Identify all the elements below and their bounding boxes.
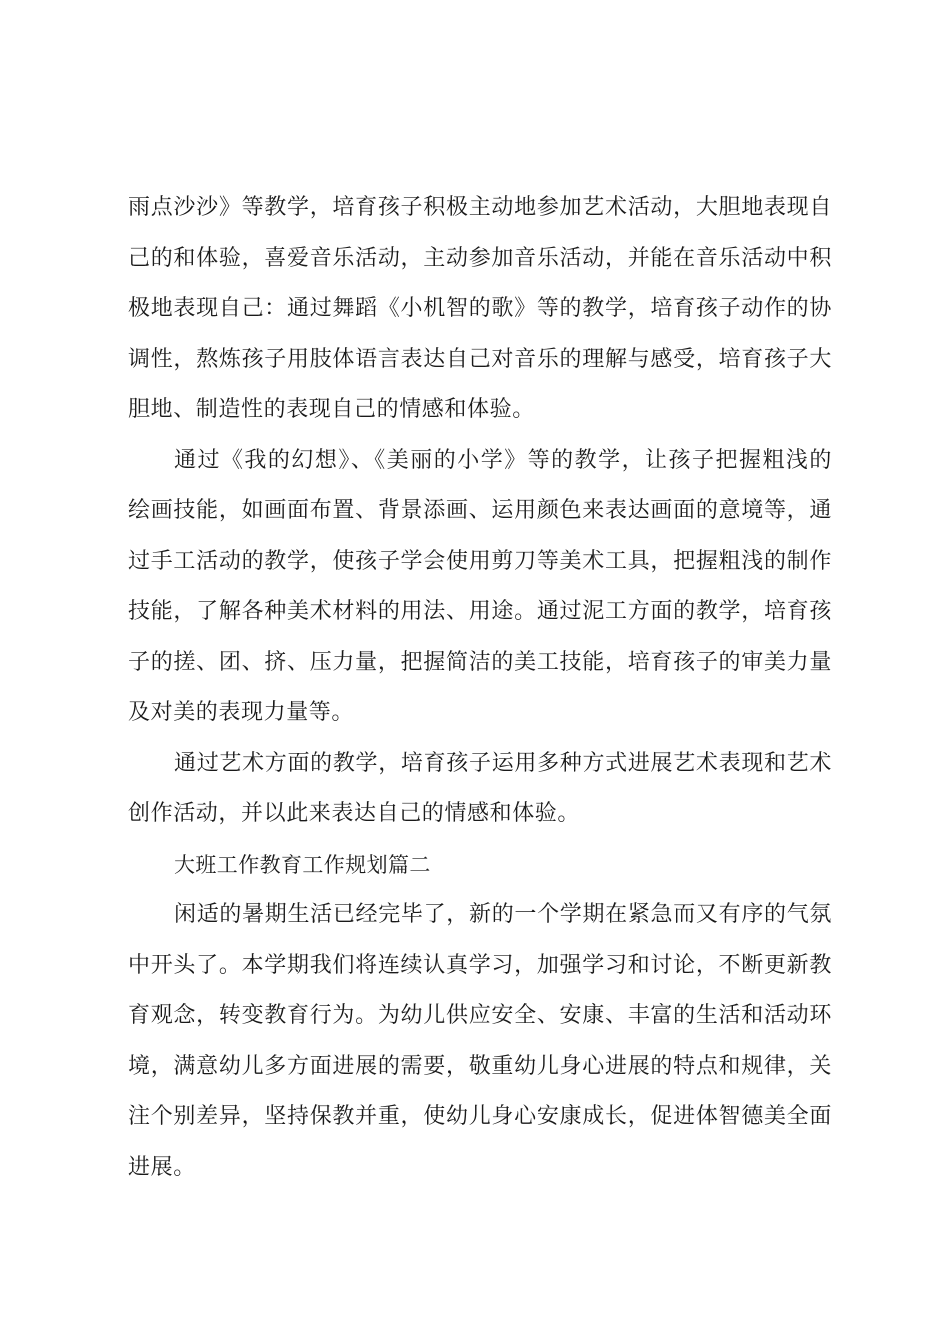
text-line: 进展。 xyxy=(128,1154,196,1180)
text-line: 极地表现自己：通过舞蹈《小机智的歌》等的教学，培育孩子动作的协 xyxy=(128,296,832,321)
text-line: 中开头了。本学期我们将连续认真学习，加强学习和讨论，不断更新教 xyxy=(128,952,832,978)
section-heading-text: 大班工作教育工作规划篇二 xyxy=(174,852,431,877)
text-line: 闲适的暑期生活已经完毕了，新的一个学期在紧急而又有序的气氛 xyxy=(174,902,832,927)
text-line: 子的搓、团、挤、压力量，把握简洁的美工技能，培育孩子的审美力量 xyxy=(128,649,832,675)
section-heading xyxy=(128,840,832,891)
text-line: 创作活动，并以此来表达自己的情感和体验。 xyxy=(128,801,581,826)
paragraph-music-teaching xyxy=(128,183,832,436)
text-line: 己的和体验，喜爱音乐活动，主动参加音乐活动，并能在音乐活动中积 xyxy=(128,245,832,271)
paragraph-new-semester xyxy=(128,890,832,1193)
text-line: 调性，熬炼孩子用肢体语言表达自己对音乐的理解与感受，培育孩子大 xyxy=(128,346,832,372)
text-line: 通过艺术方面的教学，培育孩子运用多种方式进展艺术表现和艺术 xyxy=(174,750,832,776)
text-line: 过手工活动的教学，使孩子学会使用剪刀等美术工具，把握粗浅的制作 xyxy=(128,548,832,574)
text-line: 雨点沙沙》等教学，培育孩子积极主动地参加艺术活动，大胆地表现自 xyxy=(128,195,832,220)
document-page xyxy=(128,183,832,1193)
text-line: 境，满意幼儿多方面进展的需要，敬重幼儿身心进展的特点和规律，关 xyxy=(128,1053,832,1079)
paragraph-art-expression xyxy=(128,739,832,840)
text-line: 注个别差异，坚持保教并重，使幼儿身心安康成长，促进体智德美全面 xyxy=(128,1104,832,1129)
text-line: 绘画技能，如画面布置、背景添画、运用颜色来表达画面的意境等，通 xyxy=(128,498,832,523)
text-line: 技能，了解各种美术材料的用法、用途。通过泥工方面的教学，培育孩 xyxy=(128,599,832,624)
text-line: 通过《我的幻想》、《美丽的小学》等的教学，让孩子把握粗浅的 xyxy=(174,447,832,473)
text-line: 胆地、制造性的表现自己的情感和体验。 xyxy=(128,397,535,422)
paragraph-art-teaching xyxy=(128,436,832,739)
text-line: 育观念，转变教育行为。为幼儿供应安全、安康、丰富的生活和活动环 xyxy=(128,1003,832,1028)
text-line: 及对美的表现力量等。 xyxy=(128,700,355,725)
